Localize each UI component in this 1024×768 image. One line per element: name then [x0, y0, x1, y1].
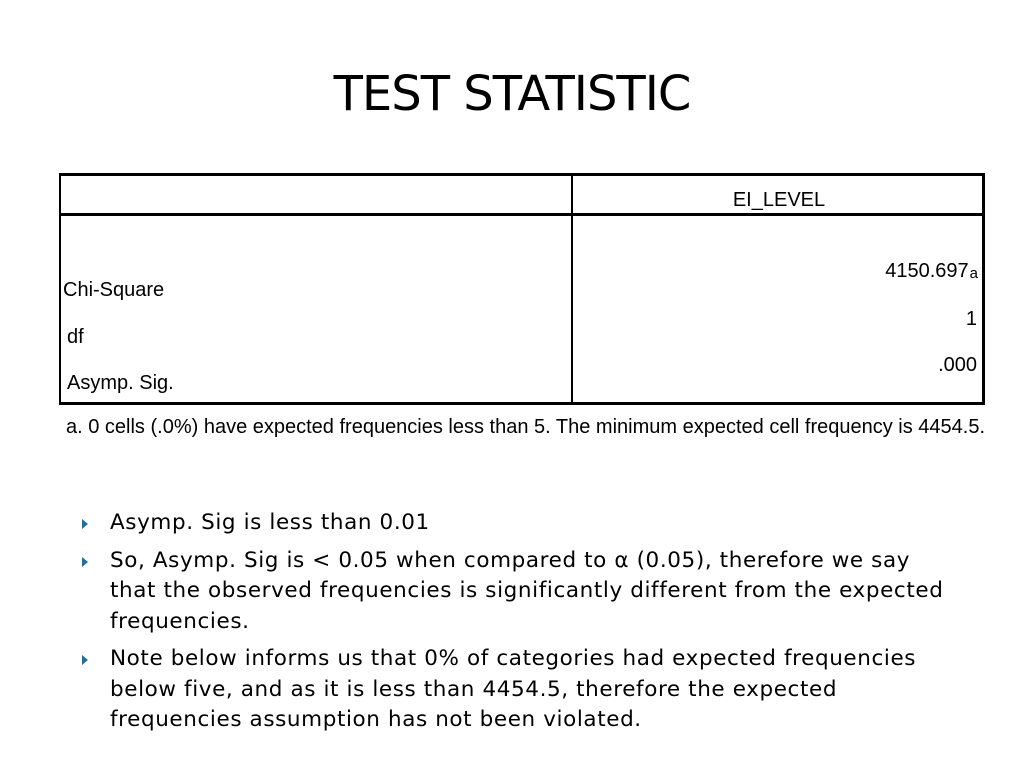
row-value-asymp-sig: .000: [938, 354, 977, 376]
table-left-border: [59, 173, 61, 405]
bullet-list: [80, 508, 960, 743]
row-label-chi-square: Chi-Square: [63, 279, 165, 301]
row-label-df: df: [67, 326, 84, 348]
table-footnote: a. 0 cells (.0%) have expected frequencies less than 5. The minimum expected cell frequency is 4454.5.: [66, 416, 986, 438]
slide-title: TEST STATISTIC: [333, 66, 691, 122]
triangle-bullet-icon: [82, 655, 88, 665]
bullet-item: [80, 508, 960, 539]
bullet-text: Note below informs us that 0% of categories had expected frequencies below five, and as it is less than 4454.5, therefore the expected frequencies assumption has not been violated.: [110, 646, 917, 732]
table-top-border: [59, 173, 985, 176]
table-bottom-border: [59, 402, 985, 405]
bullet-text: Asymp. Sig is less than 0.01: [110, 510, 430, 535]
column-header-ei-level: EI_LEVEL: [732, 189, 826, 211]
table-header-divider: [59, 213, 985, 216]
footnote-marker: a: [969, 265, 978, 282]
row-value-chi-square: [885, 259, 978, 285]
bullet-item: [80, 546, 960, 638]
chi-square-value: 4150.697: [885, 260, 969, 282]
row-label-asymp-sig: Asymp. Sig.: [67, 372, 174, 394]
triangle-bullet-icon: [82, 519, 88, 529]
triangle-bullet-icon: [82, 557, 88, 567]
bullet-text: So, Asymp. Sig is < 0.05 when compared to α (0.05), therefore we say that the observed frequencies is significantly different from the expected frequencies.: [110, 547, 944, 634]
test-statistics-table: [59, 173, 985, 405]
row-value-df: 1: [965, 308, 977, 330]
bullet-item: [80, 644, 960, 736]
